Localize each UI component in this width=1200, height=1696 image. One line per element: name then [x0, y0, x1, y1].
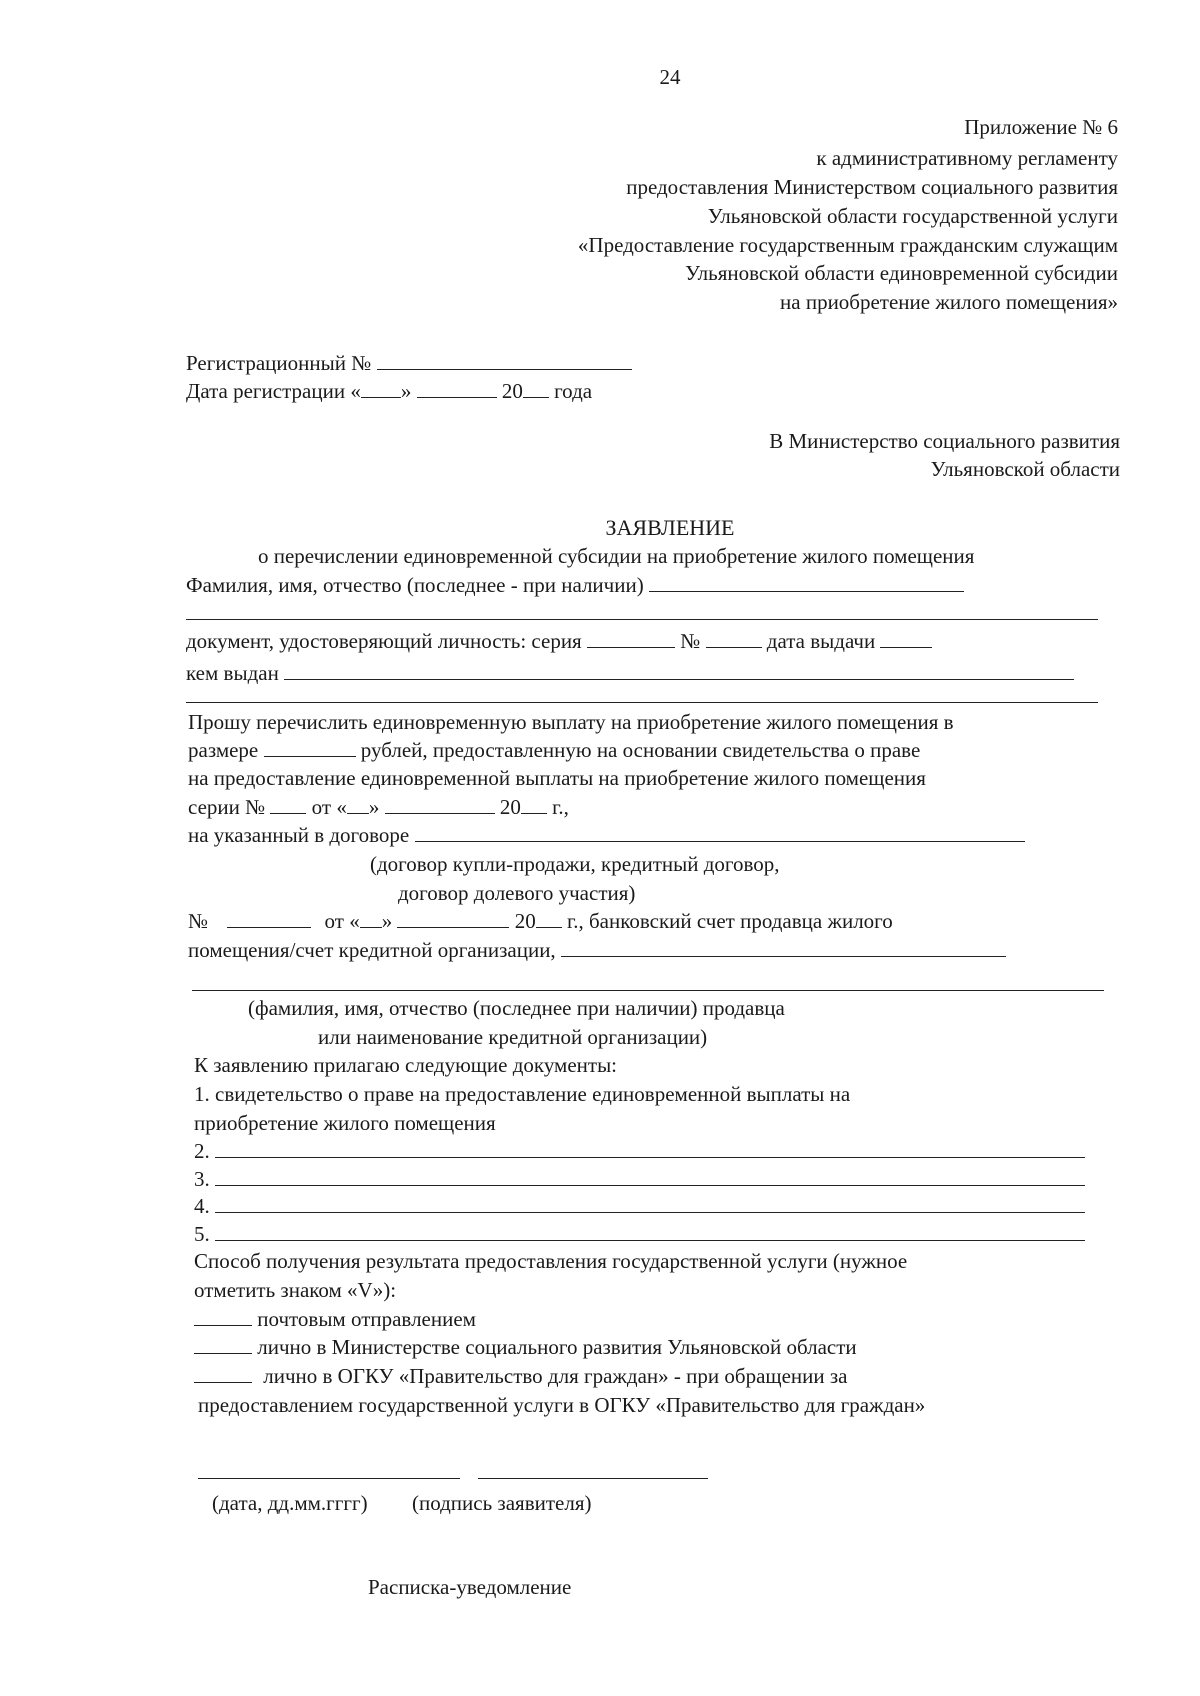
- appendix-line: к административному регламенту: [816, 146, 1118, 170]
- appendix-line: Ульяновской области государственной услуги: [707, 204, 1118, 228]
- reg-year-blank[interactable]: [523, 379, 549, 398]
- delivery-post-checkbox[interactable]: [194, 1307, 252, 1326]
- attachment-item-4: 4.: [194, 1193, 1085, 1219]
- cert-day-blank[interactable]: [347, 795, 369, 814]
- doc-date-blank[interactable]: [880, 629, 932, 648]
- appendix-line: «Предоставление государственным гражданским служащим: [577, 233, 1118, 257]
- delivery-ogku-checkbox[interactable]: [194, 1364, 252, 1383]
- reg-month-blank[interactable]: [417, 379, 497, 398]
- delivery-option-post: почтовым отправлением: [194, 1306, 476, 1332]
- contract-year-blank[interactable]: [536, 909, 562, 928]
- doc-series-blank[interactable]: [587, 629, 675, 648]
- document-subtitle: о перечислении единовременной субсидии на приобретение жилого помещения: [258, 544, 975, 568]
- delivery-intro-cont: отметить знаком «V»):: [194, 1278, 397, 1302]
- contract-day-blank[interactable]: [360, 909, 382, 928]
- addressee-line: В Министерство социального развития: [769, 429, 1120, 453]
- reg-day-blank[interactable]: [361, 379, 401, 398]
- appendix-line: Ульяновской области единовременной субсидии: [685, 261, 1118, 285]
- issued-by-line-2[interactable]: [186, 702, 1098, 703]
- applicant-signature-line[interactable]: [478, 1478, 708, 1479]
- attachment-4-blank[interactable]: [215, 1194, 1085, 1213]
- fio-blank[interactable]: [649, 573, 964, 592]
- amount-blank[interactable]: [264, 738, 356, 757]
- contract-number-blank[interactable]: [227, 909, 311, 928]
- appendix-line: на приобретение жилого помещения»: [780, 290, 1118, 314]
- delivery-ministry-checkbox[interactable]: [194, 1335, 252, 1354]
- date-signature-line[interactable]: [198, 1478, 460, 1479]
- cert-series-blank[interactable]: [270, 795, 306, 814]
- signature-date-label: (дата, дд.мм.гггг): [212, 1491, 368, 1515]
- attachment-item-1: 1. свидетельство о праве на предоставление единовременной выплаты на: [194, 1082, 851, 1106]
- certificate-series: серии № от « » 20 г.,: [188, 795, 569, 819]
- contract-month-blank[interactable]: [397, 909, 509, 928]
- attachment-item-2: 2.: [194, 1138, 1085, 1164]
- delivery-option-ogku-cont: предоставлением государственной услуги в ОГКУ «Правительство для граждан»: [198, 1393, 926, 1417]
- attachment-item-3: 3.: [194, 1166, 1085, 1192]
- registration-number-blank[interactable]: [377, 351, 632, 370]
- fio-field: Фамилия, имя, отчество (последнее - при наличии): [186, 572, 964, 598]
- issued-by-field: кем выдан: [186, 660, 1074, 686]
- request-line: на предоставление единовременной выплаты на приобретение жилого помещения: [188, 766, 926, 790]
- attachment-item-1-cont: приобретение жилого помещения: [194, 1111, 496, 1135]
- seller-hint: (фамилия, имя, отчество (последнее при наличии) продавца: [248, 996, 785, 1020]
- attachment-item-5: 5.: [194, 1221, 1085, 1247]
- contract-blank[interactable]: [415, 823, 1025, 842]
- doc-number-blank[interactable]: [706, 629, 762, 648]
- request-amount: размере рублей, предоставленную на основании свидетельства о праве: [188, 738, 921, 762]
- cert-month-blank[interactable]: [385, 795, 495, 814]
- addressee-line: Ульяновской области: [930, 457, 1120, 481]
- account-line-2[interactable]: [192, 990, 1104, 991]
- receipt-heading: Расписка-уведомление: [368, 1575, 572, 1599]
- signature-sign-label: (подпись заявителя): [412, 1491, 592, 1515]
- attachment-5-blank[interactable]: [215, 1222, 1085, 1241]
- attachment-3-blank[interactable]: [215, 1167, 1085, 1186]
- attachment-2-blank[interactable]: [215, 1139, 1085, 1158]
- issued-by-blank[interactable]: [284, 661, 1074, 680]
- registration-number: Регистрационный №: [186, 350, 632, 376]
- cert-year-blank[interactable]: [521, 795, 547, 814]
- account-field: помещения/счет кредитной организации,: [188, 937, 1006, 963]
- account-blank[interactable]: [561, 938, 1006, 957]
- seller-hint: или наименование кредитной организации): [318, 1025, 708, 1049]
- contract-hint: (договор купли-продажи, кредитный договор,: [370, 852, 780, 876]
- delivery-option-ministry: лично в Министерстве социального развития Ульяновской области: [194, 1334, 857, 1360]
- contract-hint: договор долевого участия): [398, 881, 636, 905]
- fio-line-2[interactable]: [186, 619, 1098, 620]
- contract-number: № от « » 20 г., банковский счет продавца жилого: [188, 909, 893, 933]
- page-number: 24: [659, 65, 681, 89]
- contract-field: на указанный в договоре: [188, 822, 1025, 848]
- attachments-intro: К заявлению прилагаю следующие документы:: [194, 1053, 618, 1077]
- request-line: Прошу перечислить единовременную выплату на приобретение жилого помещения в: [188, 710, 954, 734]
- delivery-intro: Способ получения результата предоставления государственной услуги (нужное: [194, 1249, 908, 1273]
- document-title: ЗАЯВЛЕНИЕ: [605, 515, 735, 540]
- id-document-field: документ, удостоверяющий личность: серия № дата выдачи: [186, 628, 932, 654]
- appendix-line: Приложение № 6: [964, 115, 1118, 139]
- appendix-line: предоставления Министерством социального развития: [626, 175, 1118, 199]
- delivery-option-ogku: лично в ОГКУ «Правительство для граждан» - при обращении за: [194, 1363, 847, 1389]
- registration-date: Дата регистрации « » 20 года: [186, 379, 593, 403]
